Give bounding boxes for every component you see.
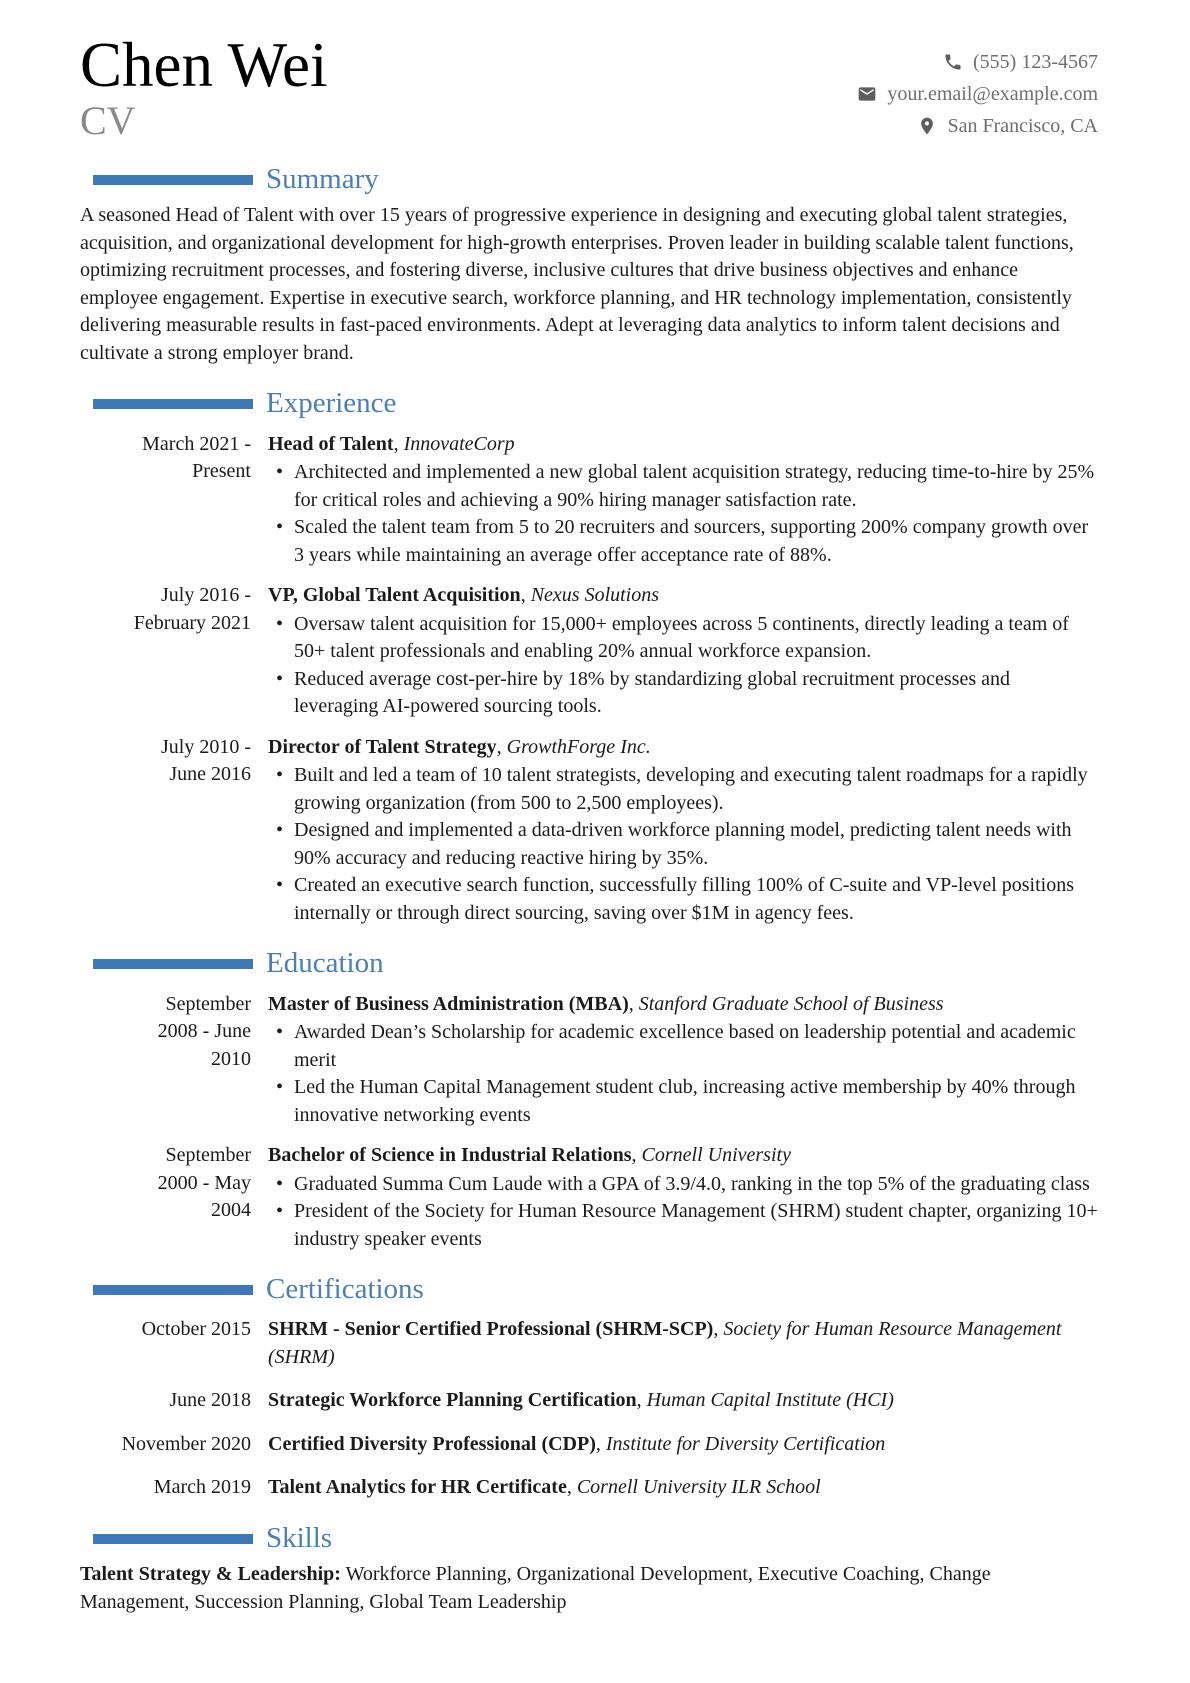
education-title: Education (266, 947, 384, 980)
job-title: VP, Global Talent Acquisition (268, 584, 521, 607)
company-name: Nexus Solutions (530, 584, 660, 607)
section-experience (80, 387, 1098, 927)
entry-dates: July 2016 - February 2021 (133, 584, 251, 634)
skills-group-text: Workforce Planning, Organizational Development, Executive Coaching, Change Management, Succession Planning, Global Team Leadership (80, 1563, 991, 1613)
bullet-item: • President of the Society for Human Resource Management (SHRM) student chapter, organizing 10+ industry speaker events (268, 1198, 1098, 1253)
section-rule (93, 399, 253, 409)
entry-title (268, 1431, 1098, 1459)
experience-entry (80, 431, 1098, 570)
education-entry (80, 991, 1098, 1130)
skills-heading (80, 1522, 1098, 1555)
contact-phone-row (857, 46, 1098, 78)
bullet-list (268, 1019, 1098, 1129)
location-text: San Francisco, CA (947, 115, 1098, 137)
entry-title (268, 1387, 1098, 1415)
header (80, 30, 1098, 143)
certification-name: Talent Analytics for HR Certificate (268, 1476, 567, 1499)
entry-body (268, 582, 1098, 721)
separator: , (566, 1476, 577, 1499)
entry-dates: July 2010 - June 2016 (161, 735, 251, 786)
entry-title (268, 431, 1098, 459)
education-entries (80, 991, 1098, 1254)
certification-name: Strategic Workforce Planning Certification (268, 1389, 637, 1412)
issuer-name: Society for Human Resource Management (SHRM) (268, 1318, 1062, 1368)
bullet-item: • Designed and implemented a data-driven workforce planning model, predicting talent needs with 90% accuracy and reducing reactive hiring by 35%. (268, 817, 1098, 872)
bullet-list (268, 611, 1098, 721)
entry-title (268, 991, 1098, 1019)
phone-icon (943, 52, 963, 72)
separator: , (631, 1144, 642, 1167)
degree-name: Bachelor of Science in Industrial Relations (268, 1144, 632, 1167)
certification-entry (80, 1474, 1098, 1502)
certification-entry (80, 1387, 1098, 1415)
education-heading (80, 947, 1098, 980)
person-name: Chen Wei (80, 30, 328, 100)
skills-title: Skills (266, 1521, 333, 1554)
bullet-item: • Oversaw talent acquisition for 15,000+ employees across 5 continents, directly leading a team of 50+ talent professionals and enabling 20% annual workforce expansion. (268, 611, 1098, 666)
skills-group-label: Talent Strategy & Leadership: (80, 1563, 341, 1586)
entry-dates: March 2021 - Present (142, 432, 251, 483)
separator: , (393, 432, 404, 455)
company-name: InnovateCorp (403, 432, 515, 455)
summary-text: A seasoned Head of Talent with over 15 years of progressive experience in designing and executing global talent strategies, acquisition, and organizational development for high-growth enterprises. Proven leader in building scalable talent functions, optimizing recruitment processes, and fostering diverse, inclusive cultures that drive business objectives and enhance employee engagement. Expertise in executive search, workforce planning, and HR technology implementation, consistently delivering measurable results in fast-paced environments. Adept at leveraging data analytics to inform talent decisions and cultivate a strong employer brand. (80, 204, 1074, 364)
entry-dates: November 2020 (121, 1432, 251, 1455)
contact-location-row (857, 110, 1098, 142)
summary-title: Summary (266, 163, 379, 195)
experience-title: Experience (266, 387, 397, 420)
entry-dates: June 2018 (169, 1389, 251, 1412)
map-pin-icon (917, 116, 937, 136)
section-education (80, 947, 1098, 1253)
phone-number: (555) 123-4567 (973, 51, 1098, 73)
experience-entries (80, 431, 1098, 928)
bullet-item: • Led the Human Capital Management student club, increasing active membership by 40% through innovative networking events (268, 1074, 1098, 1129)
section-rule (93, 175, 253, 185)
entry-body (268, 1316, 1098, 1371)
skills-group (80, 1561, 1098, 1616)
section-rule (93, 1534, 253, 1544)
contact-email-row (857, 78, 1098, 110)
bullet-item: • Architected and implemented a new global talent acquisition strategy, reducing time-to-hire by 25% for critical roles and achieving a 90% hiring manager satisfaction rate. (268, 459, 1098, 514)
job-title: Head of Talent (268, 432, 394, 455)
entry-title (268, 582, 1098, 610)
bullet-item: • Created an executive search function, successfully filling 100% of C-suite and VP-level positions internally or through direct sourcing, saving over $1M in agency fees. (268, 872, 1098, 927)
email-address: your.email@example.com (887, 83, 1098, 105)
entry-body (268, 1474, 1098, 1502)
job-title: Director of Talent Strategy (268, 735, 497, 758)
bullet-list (268, 762, 1098, 927)
issuer-name: Institute for Diversity Certification (605, 1432, 886, 1455)
section-rule (93, 1285, 253, 1295)
entry-dates: September 2008 - June 2010 (157, 992, 251, 1070)
section-summary (80, 163, 1098, 367)
school-name: Stanford Graduate School of Business (638, 992, 944, 1015)
entry-body (268, 1142, 1098, 1253)
entry-body (268, 1431, 1098, 1459)
entry-title (268, 734, 1098, 762)
issuer-name: Human Capital Institute (HCI) (646, 1389, 894, 1412)
bullet-item: • Awarded Dean’s Scholarship for academic excellence based on leadership potential and academic merit (268, 1019, 1098, 1074)
separator: , (713, 1318, 724, 1341)
separator: , (520, 584, 531, 607)
entry-body (268, 1387, 1098, 1415)
envelope-icon (857, 84, 877, 104)
bullet-item: • Built and led a team of 10 talent strategists, developing and executing talent roadmaps for a rapidly growing organization (from 500 to 2,500 employees). (268, 762, 1098, 817)
entry-body (268, 431, 1098, 570)
school-name: Cornell University (641, 1144, 791, 1167)
certifications-heading (80, 1273, 1098, 1306)
entry-dates: October 2015 (141, 1318, 251, 1341)
summary-heading (80, 163, 1098, 196)
experience-heading (80, 387, 1098, 420)
entry-body (268, 991, 1098, 1130)
entry-title (268, 1142, 1098, 1170)
separator: , (496, 735, 507, 758)
certification-name: Certified Diversity Professional (CDP) (268, 1432, 596, 1455)
separator: , (628, 992, 639, 1015)
bullet-list (268, 459, 1098, 569)
bullet-item: • Scaled the talent team from 5 to 20 recruiters and sourcers, supporting 200% company growth over 3 years while maintaining an average offer acceptance rate of 88%. (268, 514, 1098, 569)
separator: , (636, 1389, 647, 1412)
entry-body (268, 734, 1098, 928)
certification-entry (80, 1316, 1098, 1371)
section-rule (93, 959, 253, 969)
degree-name: Master of Business Administration (MBA) (268, 992, 629, 1015)
bullet-item: • Graduated Summa Cum Laude with a GPA of 3.9/4.0, ranking in the top 5% of the graduating class (268, 1171, 1098, 1199)
section-certifications (80, 1273, 1098, 1502)
bullet-item: • Reduced average cost-per-hire by 18% by standardizing global recruitment processes and leveraging AI-powered sourcing tools. (268, 666, 1098, 721)
certification-entry (80, 1431, 1098, 1459)
bullet-list (268, 1171, 1098, 1254)
experience-entry (80, 582, 1098, 721)
issuer-name: Cornell University ILR School (576, 1476, 821, 1499)
certification-entries (80, 1316, 1098, 1502)
certifications-title: Certifications (266, 1273, 424, 1306)
separator: , (595, 1432, 606, 1455)
contact-info (857, 46, 1098, 142)
entry-dates: September 2000 - May 2004 (157, 1144, 251, 1222)
certification-name: SHRM - Senior Certified Professional (SHRM-SCP) (268, 1318, 714, 1341)
company-name: GrowthForge Inc. (506, 735, 651, 758)
cv-subtitle: CV (80, 98, 136, 143)
experience-entry (80, 734, 1098, 928)
education-entry (80, 1142, 1098, 1253)
section-skills (80, 1522, 1098, 1616)
identity-block (80, 30, 328, 143)
entry-title (268, 1474, 1098, 1502)
entry-title (268, 1316, 1098, 1371)
entry-dates: March 2019 (153, 1476, 251, 1499)
